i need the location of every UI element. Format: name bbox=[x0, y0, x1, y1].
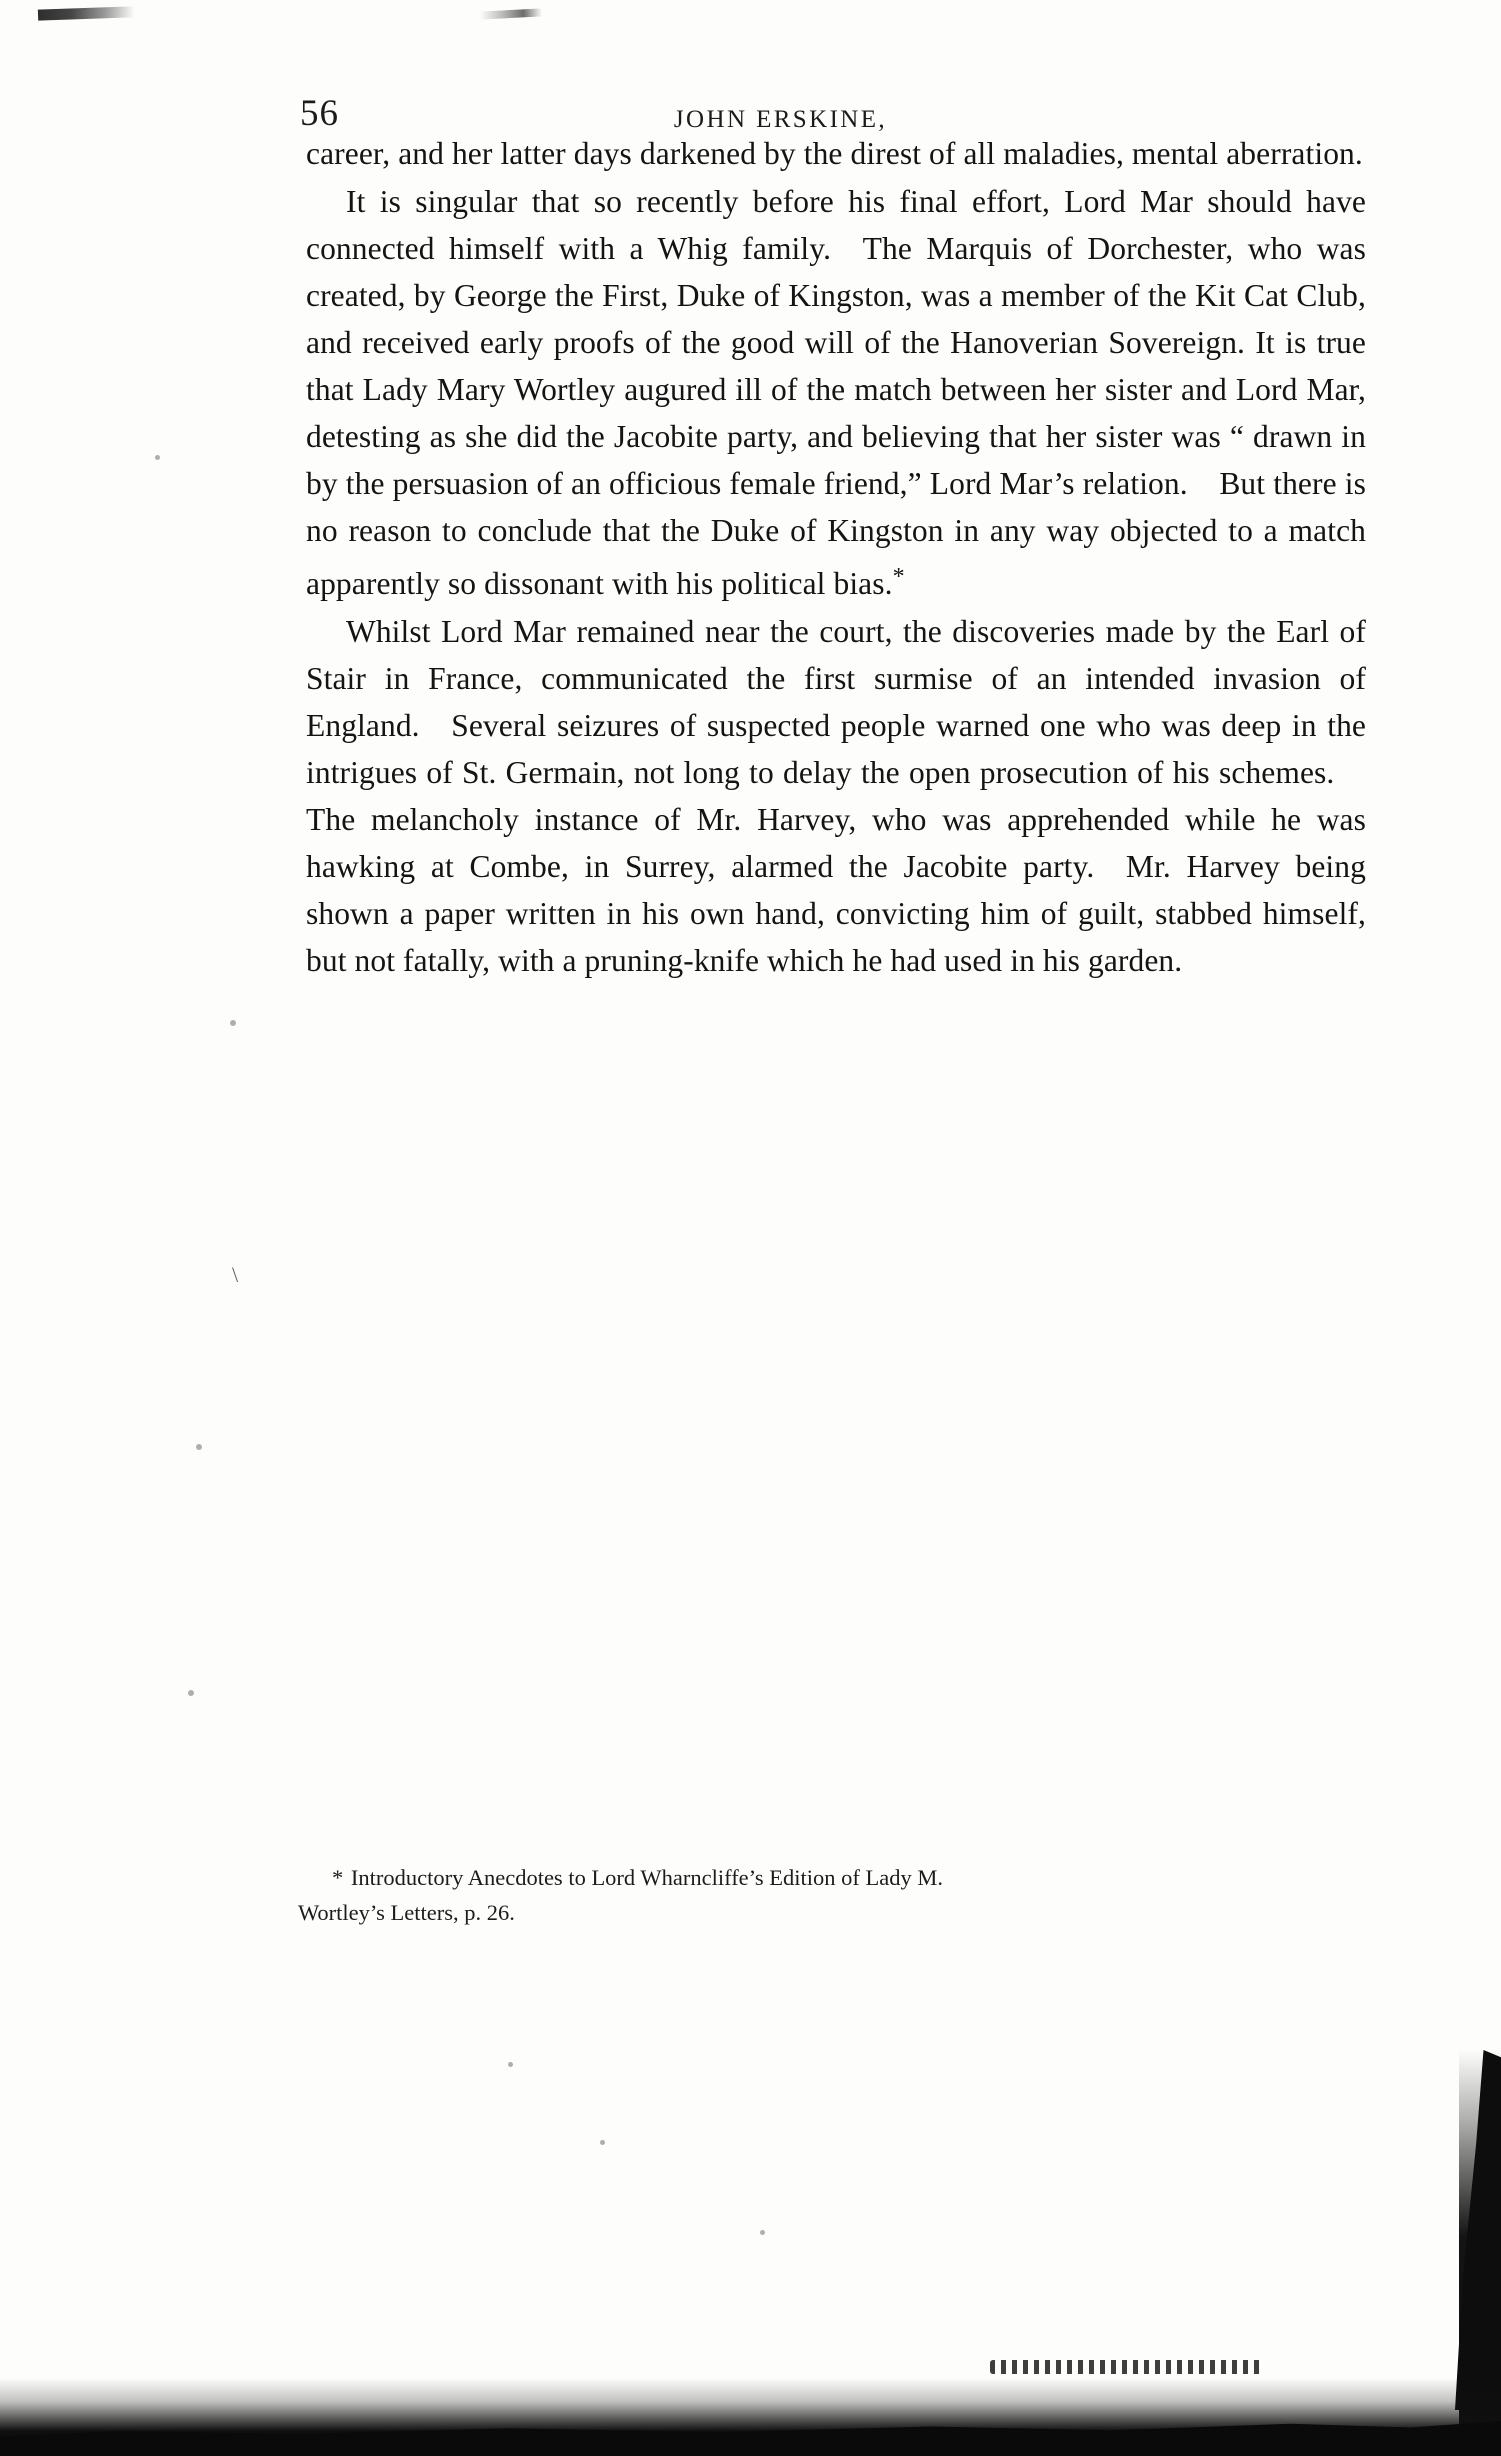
page-body bbox=[306, 130, 1366, 985]
footnote-reference: * bbox=[892, 564, 906, 590]
scan-speckle-row bbox=[990, 2360, 1262, 2374]
paragraph-1: career, and her latter days darkened by the direst of all maladies, mental aberration. bbox=[306, 136, 1363, 171]
scan-edge-curl-right bbox=[1455, 2050, 1501, 2410]
paper-fleck bbox=[760, 2230, 765, 2235]
scan-edge-curl-bottom bbox=[0, 2410, 1501, 2456]
scan-edge-shadow-right bbox=[1459, 2050, 1501, 2456]
running-head bbox=[0, 48, 1501, 134]
footnote-line-2: Wortley’s Letters, p. 26. bbox=[298, 1900, 515, 1925]
scan-edge-shadow-bottom bbox=[0, 2378, 1501, 2456]
paper-fleck bbox=[188, 1690, 194, 1696]
paragraph-3: Whilst Lord Mar remained near the court, the discoveries made by the Earl of Stair in France, communicated the first surmise of an intended invasion of England. Several seizures of suspected people warned one who was deep in the intrigues of St. Germain, not long to delay the open prosecution of his schemes. The melancholy instance of Mr. Harvey, who was apprehended while he was hawking at Combe, in Surrey, alarmed the Jacobite party. Mr. Harvey being shown a paper written in his own hand, convicting him of guilt, stabbed himself, but not fatally, with a pruning-knife which he had used in his garden. bbox=[306, 614, 1366, 978]
footnote-line-1: Introductory Anecdotes to Lord Wharncliffe’s Edition of Lady M. bbox=[350, 1865, 944, 1890]
scan-smudge-top-center bbox=[480, 8, 542, 19]
paper-fleck bbox=[230, 1020, 236, 1026]
paragraph-2-text: It is singular that so recently before his final effort, Lord Mar should have connected himself with a Whig family. The Marquis of Dorchester, who was created, by George the First, Duke of Kingston, was a member of the Kit Cat Club, and received early proofs of the good will of the Hanoverian Sovereign. It is true that Lady Mary Wortley augured ill of the match between her sister and Lord Mar, detesting as she did the Jacobite party, and believing that her sister was “ drawn in by the persuasion of an officious female friend,” Lord Mar’s relation. But there is no reason to conclude that the Duke of Kingston in any way objected to a match apparently so dissonant with his political bias. bbox=[306, 184, 1366, 601]
footnote-marker: * bbox=[332, 1865, 346, 1890]
paper-fleck bbox=[155, 455, 160, 460]
footnote bbox=[298, 1860, 1366, 1930]
paper-fleck bbox=[508, 2062, 513, 2067]
margin-tick: \ bbox=[232, 1262, 239, 1287]
scan-smudge-top-left bbox=[38, 6, 134, 20]
running-head-title: JOHN ERSKINE, bbox=[673, 106, 888, 133]
paper-fleck bbox=[600, 2140, 605, 2145]
paragraph-2 bbox=[306, 178, 1366, 607]
paper-fleck bbox=[196, 1444, 202, 1450]
page-number: 56 bbox=[300, 93, 339, 134]
